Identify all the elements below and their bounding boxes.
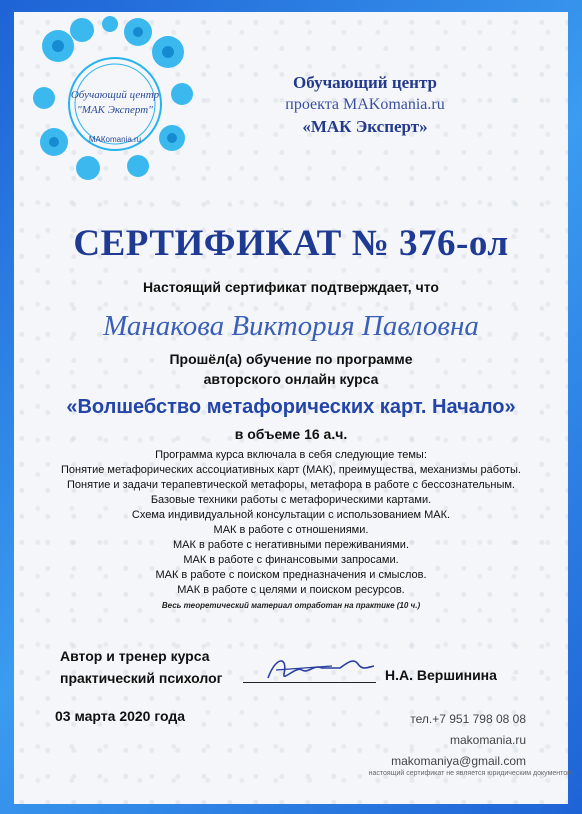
topic-item: МАК в работе с негативными переживаниями.	[173, 539, 409, 551]
topic-item: Понятие и задачи терапевтической метафоры, метафора в работе с бессознательным.	[67, 479, 515, 491]
logo-flower-wreath	[30, 16, 200, 186]
handwritten-signature	[262, 648, 382, 688]
topic-item: МАК в работе с финансовыми запросами.	[183, 554, 399, 566]
organization-line1: Обучающий центр	[293, 73, 437, 92]
logo-ring-line2: "МАК Эксперт"	[77, 104, 153, 116]
logo-ring-line1: Обучающий центр	[70, 89, 160, 101]
contact-email[interactable]: makomaniya@gmail.com	[391, 754, 526, 768]
topic-item: Базовые техники работы с метафорическими картами.	[150, 494, 432, 506]
studied-line2: авторского онлайн курса	[203, 371, 379, 387]
organization-line3: «МАК Эксперт»	[302, 117, 428, 136]
practice-note: Весь теоретический материал отработан на практике (10 ч.)	[161, 601, 421, 610]
confirm-text: Настоящий сертификат подтверждает, что	[143, 279, 439, 295]
topic-item: МАК в работе с целями и поиском ресурсов.	[177, 584, 405, 596]
author-line1: Автор и тренер курса	[60, 648, 210, 664]
topics-list	[20, 448, 562, 598]
disclaimer-text: настоящий сертификат не является юридическим документом	[368, 770, 572, 777]
studied-text	[0, 349, 582, 389]
contact-phone: тел.+7 951 798 08 08	[410, 712, 526, 726]
recipient-name: Манакова Виктория Павловна	[103, 310, 479, 342]
author-block	[60, 645, 222, 689]
topic-item: МАК в работе с отношениями.	[213, 524, 369, 536]
signer-name: Н.А. Вершинина	[385, 667, 497, 683]
contacts-block	[391, 709, 526, 772]
course-volume: в объеме 16 а.ч.	[234, 426, 348, 442]
studied-line1: Прошёл(а) обучение по программе	[169, 351, 413, 367]
course-name: «Волшебство метафорических карт. Начало»	[66, 396, 516, 418]
certificate-title: СЕРТИФИКАТ № 376-ол	[73, 223, 509, 264]
organization-block	[250, 72, 480, 138]
topics-intro: Программа курса включала в себя следующие темы:	[155, 449, 427, 461]
organization-line2: проекта MAKomania.ru	[285, 96, 445, 113]
topic-item: МАК в работе с поиском предназначения и смыслов.	[155, 569, 427, 581]
logo-ring-bottom: МАКomania.ru	[88, 135, 142, 144]
topic-item: Понятие метафорических ассоциативных карт (МАК), преимущества, механизмы работы.	[61, 464, 521, 476]
issue-date: 03 марта 2020 года	[55, 708, 186, 724]
contact-website[interactable]: makomania.ru	[449, 733, 526, 747]
author-line2: практический психолог	[60, 670, 223, 686]
topic-item: Схема индивидуальной консультации с использованием МАК.	[131, 509, 451, 521]
